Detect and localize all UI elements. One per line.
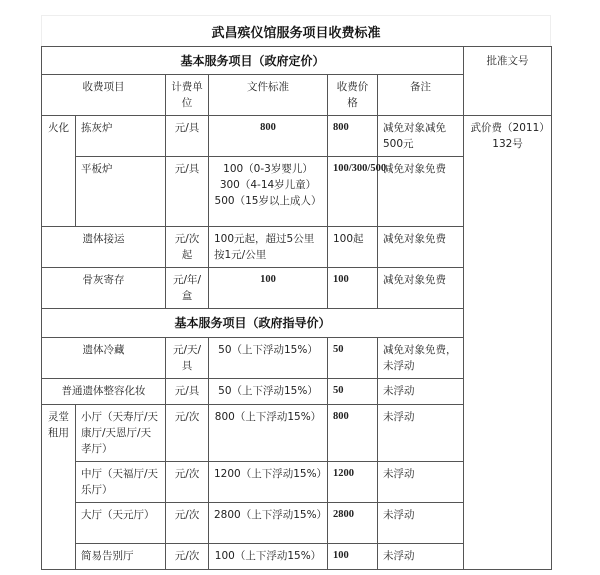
header-standard: 文件标准 (209, 75, 328, 116)
row-unit: 元/次 (166, 503, 209, 544)
row-note: 减免对象免费 (378, 227, 464, 268)
row-standard: 1200（上下浮动15%） (209, 462, 328, 503)
row-item: 普通遗体整容化妆 (42, 379, 166, 405)
section-row-fixed (42, 47, 552, 75)
row-standard: 100（0-3岁婴儿）300（4-14岁儿童）500（15岁以上成人） (209, 157, 328, 227)
row-price: 800 (328, 405, 378, 462)
row-standard: 800（上下浮动15%） (209, 405, 328, 462)
row-item: 拣灰炉 (76, 116, 166, 157)
row-standard: 100（上下浮动15%） (209, 544, 328, 570)
row-price: 100起 (328, 227, 378, 268)
header-price: 收费价格 (328, 75, 378, 116)
row-item: 大厅（天元厅） (76, 503, 166, 544)
section-title-guided: 基本服务项目（政府指导价） (42, 309, 464, 338)
header-note: 备注 (378, 75, 464, 116)
row-price: 50 (328, 379, 378, 405)
approval-value: 武价费（2011）132号 (464, 116, 552, 570)
row-item: 中厅（天福厅/天乐厅） (76, 462, 166, 503)
row-unit: 元/次 (166, 544, 209, 570)
row-standard: 100元起，超过5公里按1元/公里 (209, 227, 328, 268)
row-standard: 2800（上下浮动15%） (209, 503, 328, 544)
fee-document (41, 15, 551, 570)
row-note: 未浮动 (378, 405, 464, 462)
row-item: 简易告别厅 (76, 544, 166, 570)
header-unit: 计费单位 (166, 75, 209, 116)
approval-header: 批准文号 (464, 47, 552, 116)
row-unit: 元/具 (166, 379, 209, 405)
row-standard: 50（上下浮动15%） (209, 338, 328, 379)
row-item: 骨灰寄存 (42, 268, 166, 309)
row-note: 减免对象减免500元 (378, 116, 464, 157)
row-item: 平板炉 (76, 157, 166, 227)
group-hall-rental: 灵堂租用 (42, 405, 76, 570)
table-row (42, 116, 552, 157)
row-note: 未浮动 (378, 462, 464, 503)
row-price: 100/300/500 (328, 157, 378, 227)
row-unit: 元/年/盒 (166, 268, 209, 309)
row-unit: 元/次 (166, 405, 209, 462)
row-note: 减免对象免费，未浮动 (378, 338, 464, 379)
row-price: 100 (328, 544, 378, 570)
row-unit: 元/具 (166, 116, 209, 157)
row-item: 遗体接运 (42, 227, 166, 268)
row-note: 减免对象免费 (378, 268, 464, 309)
group-cremation: 火化 (42, 116, 76, 227)
row-note: 未浮动 (378, 544, 464, 570)
row-price: 800 (328, 116, 378, 157)
section-title-fixed: 基本服务项目（政府定价） (42, 47, 464, 75)
row-standard: 800 (209, 116, 328, 157)
row-note: 未浮动 (378, 503, 464, 544)
row-note: 减免对象免费 (378, 157, 464, 227)
document-title: 武昌殡仪馆服务项目收费标准 (41, 15, 551, 46)
row-unit: 元/天/具 (166, 338, 209, 379)
row-note: 未浮动 (378, 379, 464, 405)
row-item: 遗体冷藏 (42, 338, 166, 379)
row-standard: 100 (209, 268, 328, 309)
row-price: 100 (328, 268, 378, 309)
row-item: 小厅（天寿厅/天康厅/天恩厅/天孝厅） (76, 405, 166, 462)
row-unit: 元/次 (166, 462, 209, 503)
row-unit: 元/次起 (166, 227, 209, 268)
row-price: 1200 (328, 462, 378, 503)
fee-table (41, 46, 552, 570)
row-price: 2800 (328, 503, 378, 544)
row-standard: 50（上下浮动15%） (209, 379, 328, 405)
header-item: 收费项目 (42, 75, 166, 116)
row-price: 50 (328, 338, 378, 379)
row-unit: 元/具 (166, 157, 209, 227)
